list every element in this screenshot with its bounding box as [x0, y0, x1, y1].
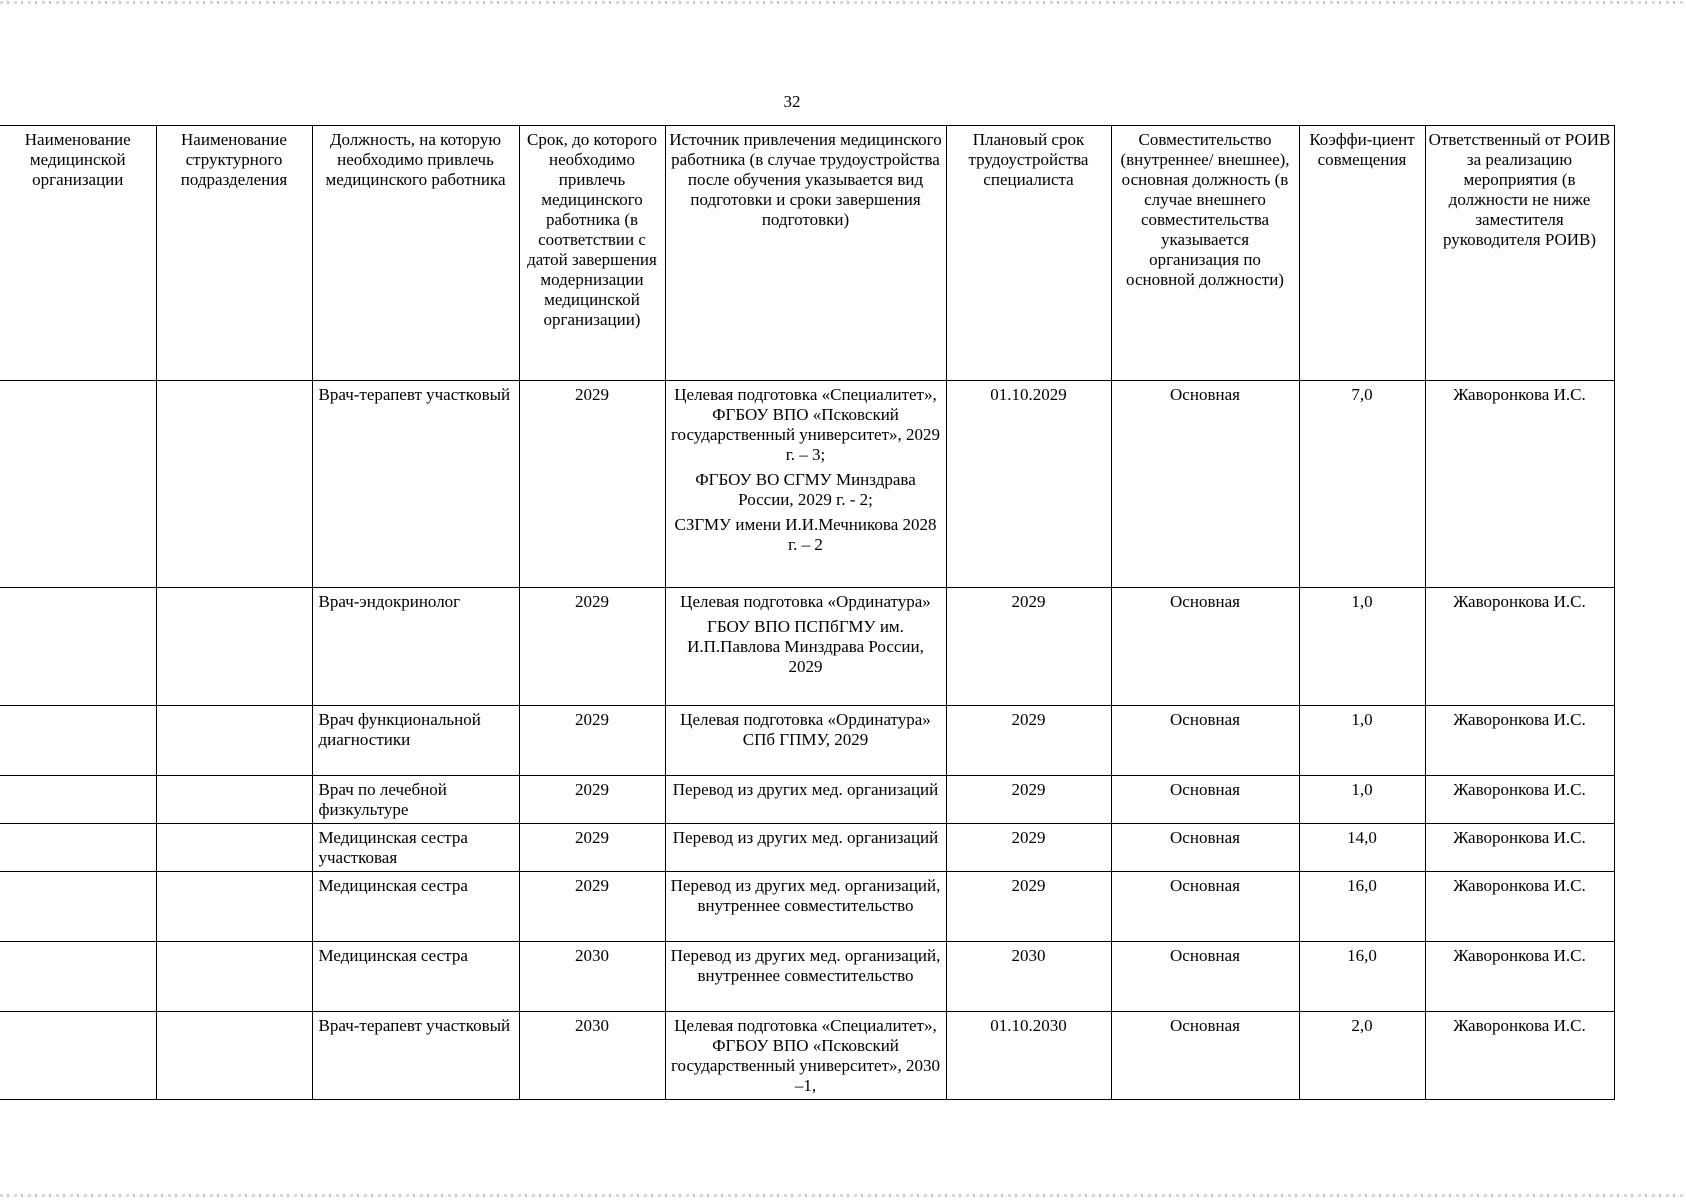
cell-responsible: Жаворонкова И.С. — [1425, 824, 1614, 872]
cell-coefficient: 2,0 — [1299, 1012, 1425, 1100]
cell-coefficient: 1,0 — [1299, 588, 1425, 706]
header-responsible: Ответственный от РОИВ за реализацию мероприятия (в должности не ниже заместителя руководителя РОИВ) — [1425, 126, 1614, 381]
cell-organization — [0, 942, 156, 1012]
cell-coefficient: 1,0 — [1299, 706, 1425, 776]
cell-planned-date: 2029 — [946, 706, 1111, 776]
header-coefficient: Коэффи-циент совмещения — [1299, 126, 1425, 381]
cell-combination: Основная — [1111, 824, 1299, 872]
cell-combination: Основная — [1111, 872, 1299, 942]
cell-planned-date: 01.10.2029 — [946, 381, 1111, 588]
table-row — [0, 706, 1614, 776]
cell-position: Медицинская сестра — [312, 872, 519, 942]
source-line: Перевод из других мед. организаций, внутреннее совместительство — [670, 946, 941, 985]
cell-planned-date: 2029 — [946, 588, 1111, 706]
cell-coefficient: 16,0 — [1299, 942, 1425, 1012]
header-organization: Наименование медицинской организации — [0, 126, 156, 381]
cell-subdivision — [156, 824, 312, 872]
cell-source — [665, 588, 946, 706]
cell-organization — [0, 824, 156, 872]
staffing-plan-table — [0, 125, 1615, 1100]
source-line: СЗГМУ имени И.И.Мечникова 2028 г. – 2 — [674, 515, 937, 554]
cell-responsible: Жаворонкова И.С. — [1425, 588, 1614, 706]
source-line: Перевод из других мед. организаций — [672, 780, 939, 799]
scan-edge-bottom — [0, 1194, 1686, 1197]
cell-position: Врач-терапевт участковый — [312, 1012, 519, 1100]
cell-combination: Основная — [1111, 942, 1299, 1012]
page-number: 32 — [783, 92, 801, 111]
cell-position: Врач-терапевт участковый — [312, 381, 519, 588]
cell-responsible: Жаворонкова И.С. — [1425, 942, 1614, 1012]
cell-planned-date: 01.10.2030 — [946, 1012, 1111, 1100]
table-row — [0, 588, 1614, 706]
source-line: ГБОУ ВПО ПСПбГМУ им. И.П.Павлова Минздрава России, 2029 — [687, 617, 924, 676]
source-line: Целевая подготовка «Специалитет», ФГБОУ ВПО «Псковский государственный университет», 2029 г. – 3; — [670, 385, 941, 464]
cell-planned-date: 2029 — [946, 824, 1111, 872]
cell-coefficient: 16,0 — [1299, 872, 1425, 942]
source-line: ФГБОУ ВО СГМУ Минздрава России, 2029 г. - 2; — [695, 470, 916, 509]
header-combination: Совместительство (внутреннее/ внешнее), основная должность (в случае внешнего совместительства указывается организация по основной должности) — [1111, 126, 1299, 381]
cell-subdivision — [156, 776, 312, 824]
cell-combination: Основная — [1111, 776, 1299, 824]
table-row — [0, 776, 1614, 824]
cell-planned-date: 2030 — [946, 942, 1111, 1012]
cell-responsible: Жаворонкова И.С. — [1425, 776, 1614, 824]
cell-deadline: 2029 — [519, 872, 665, 942]
cell-subdivision — [156, 381, 312, 588]
cell-organization — [0, 1012, 156, 1100]
cell-organization — [0, 588, 156, 706]
cell-source — [665, 824, 946, 872]
cell-position: Врач функциональной диагностики — [312, 706, 519, 776]
cell-responsible: Жаворонкова И.С. — [1425, 381, 1614, 588]
header-source: Источник привлечения медицинского работника (в случае трудоустройства после обучения указывается вид подготовки и сроки завершения подготовки) — [665, 126, 946, 381]
source-line: Целевая подготовка «Специалитет», ФГБОУ ВПО «Псковский государственный университет», 2030 –1, — [670, 1016, 941, 1095]
cell-deadline: 2030 — [519, 942, 665, 1012]
cell-subdivision — [156, 706, 312, 776]
cell-subdivision — [156, 588, 312, 706]
cell-deadline: 2030 — [519, 1012, 665, 1100]
cell-organization — [0, 776, 156, 824]
cell-organization — [0, 706, 156, 776]
cell-source — [665, 381, 946, 588]
cell-responsible: Жаворонкова И.С. — [1425, 872, 1614, 942]
cell-deadline: 2029 — [519, 706, 665, 776]
cell-responsible: Жаворонкова И.С. — [1425, 1012, 1614, 1100]
cell-source — [665, 942, 946, 1012]
cell-position: Медицинская сестра участковая — [312, 824, 519, 872]
cell-organization — [0, 872, 156, 942]
cell-source — [665, 872, 946, 942]
source-line: Перевод из других мед. организаций — [672, 828, 939, 847]
cell-planned-date: 2029 — [946, 776, 1111, 824]
table-row — [0, 942, 1614, 1012]
cell-combination: Основная — [1111, 706, 1299, 776]
header-deadline: Срок, до которого необходимо привлечь медицинского работника (в соответствии с датой завершения модернизации медицинской организации) — [519, 126, 665, 381]
cell-organization — [0, 381, 156, 588]
header-subdivision: Наименование структурного подразделения — [156, 126, 312, 381]
cell-deadline: 2029 — [519, 824, 665, 872]
table-body — [0, 381, 1614, 1100]
cell-combination: Основная — [1111, 588, 1299, 706]
source-line: Целевая подготовка «Ординатура» СПб ГПМУ, 2029 — [680, 710, 931, 749]
cell-source — [665, 776, 946, 824]
cell-position: Врач по лечебной физкультуре — [312, 776, 519, 824]
cell-combination: Основная — [1111, 381, 1299, 588]
cell-combination: Основная — [1111, 1012, 1299, 1100]
table-row — [0, 872, 1614, 942]
header-position: Должность, на которую необходимо привлечь медицинского работника — [312, 126, 519, 381]
cell-position: Врач-эндокринолог — [312, 588, 519, 706]
cell-planned-date: 2029 — [946, 872, 1111, 942]
cell-deadline: 2029 — [519, 588, 665, 706]
table-header-row — [0, 126, 1614, 381]
table-row — [0, 1012, 1614, 1100]
cell-source — [665, 1012, 946, 1100]
cell-responsible: Жаворонкова И.С. — [1425, 706, 1614, 776]
cell-subdivision — [156, 872, 312, 942]
cell-position: Медицинская сестра — [312, 942, 519, 1012]
cell-subdivision — [156, 942, 312, 1012]
source-line: Целевая подготовка «Ординатура» — [680, 592, 931, 611]
header-planned-date: Плановый срок трудоустройства специалиста — [946, 126, 1111, 381]
table-row — [0, 824, 1614, 872]
cell-deadline: 2029 — [519, 776, 665, 824]
cell-coefficient: 1,0 — [1299, 776, 1425, 824]
cell-coefficient: 14,0 — [1299, 824, 1425, 872]
cell-deadline: 2029 — [519, 381, 665, 588]
source-line: Перевод из других мед. организаций, внутреннее совместительство — [670, 876, 941, 915]
scan-edge-top — [0, 1, 1686, 4]
cell-coefficient: 7,0 — [1299, 381, 1425, 588]
cell-source — [665, 706, 946, 776]
table-row — [0, 381, 1614, 588]
cell-subdivision — [156, 1012, 312, 1100]
